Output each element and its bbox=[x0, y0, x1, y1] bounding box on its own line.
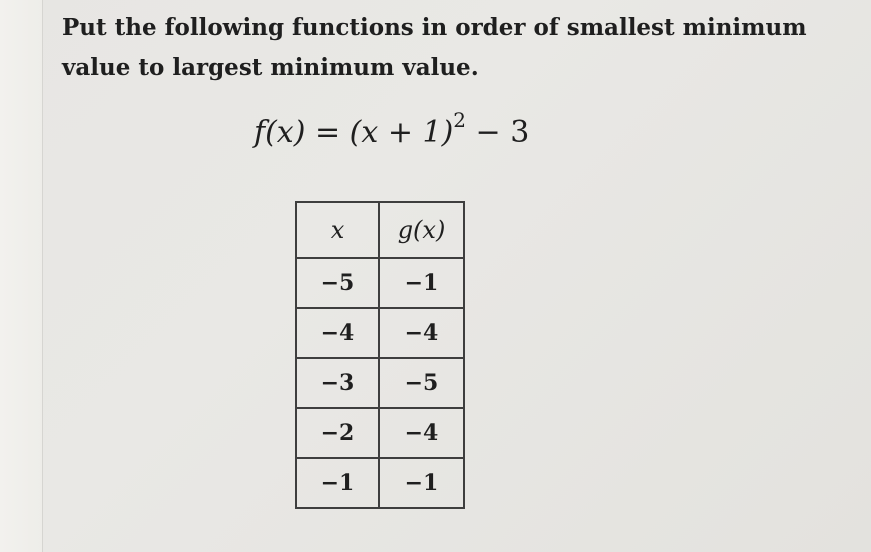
cell-x: −1 bbox=[296, 458, 379, 508]
cell-g: −1 bbox=[379, 258, 464, 308]
function-f-equation bbox=[254, 108, 530, 150]
cell-x: −5 bbox=[296, 258, 379, 308]
table-row bbox=[296, 408, 464, 458]
header-g-of-x: g(x) bbox=[379, 202, 464, 258]
cell-g: −5 bbox=[379, 358, 464, 408]
cell-x: −2 bbox=[296, 408, 379, 458]
table-row bbox=[296, 308, 464, 358]
table-row bbox=[296, 458, 464, 508]
cell-x: −3 bbox=[296, 358, 379, 408]
function-g-table bbox=[295, 201, 465, 509]
table-header-row bbox=[296, 202, 464, 258]
equation-equals: = bbox=[305, 115, 350, 150]
cell-g: −4 bbox=[379, 308, 464, 358]
table-row bbox=[296, 258, 464, 308]
table-row bbox=[296, 358, 464, 408]
equation-exponent: 2 bbox=[453, 108, 467, 132]
equation-base: (x + 1) bbox=[349, 115, 454, 150]
cell-x: −4 bbox=[296, 308, 379, 358]
cell-g: −4 bbox=[379, 408, 464, 458]
equation-lhs: f(x) bbox=[254, 115, 306, 150]
header-x: x bbox=[296, 202, 379, 258]
page-left-margin bbox=[0, 0, 43, 552]
cell-g: −1 bbox=[379, 458, 464, 508]
question-text: Put the following functions in order of smallest minimum value to largest minimum value. bbox=[62, 14, 807, 81]
equation-tail: − 3 bbox=[466, 115, 530, 150]
